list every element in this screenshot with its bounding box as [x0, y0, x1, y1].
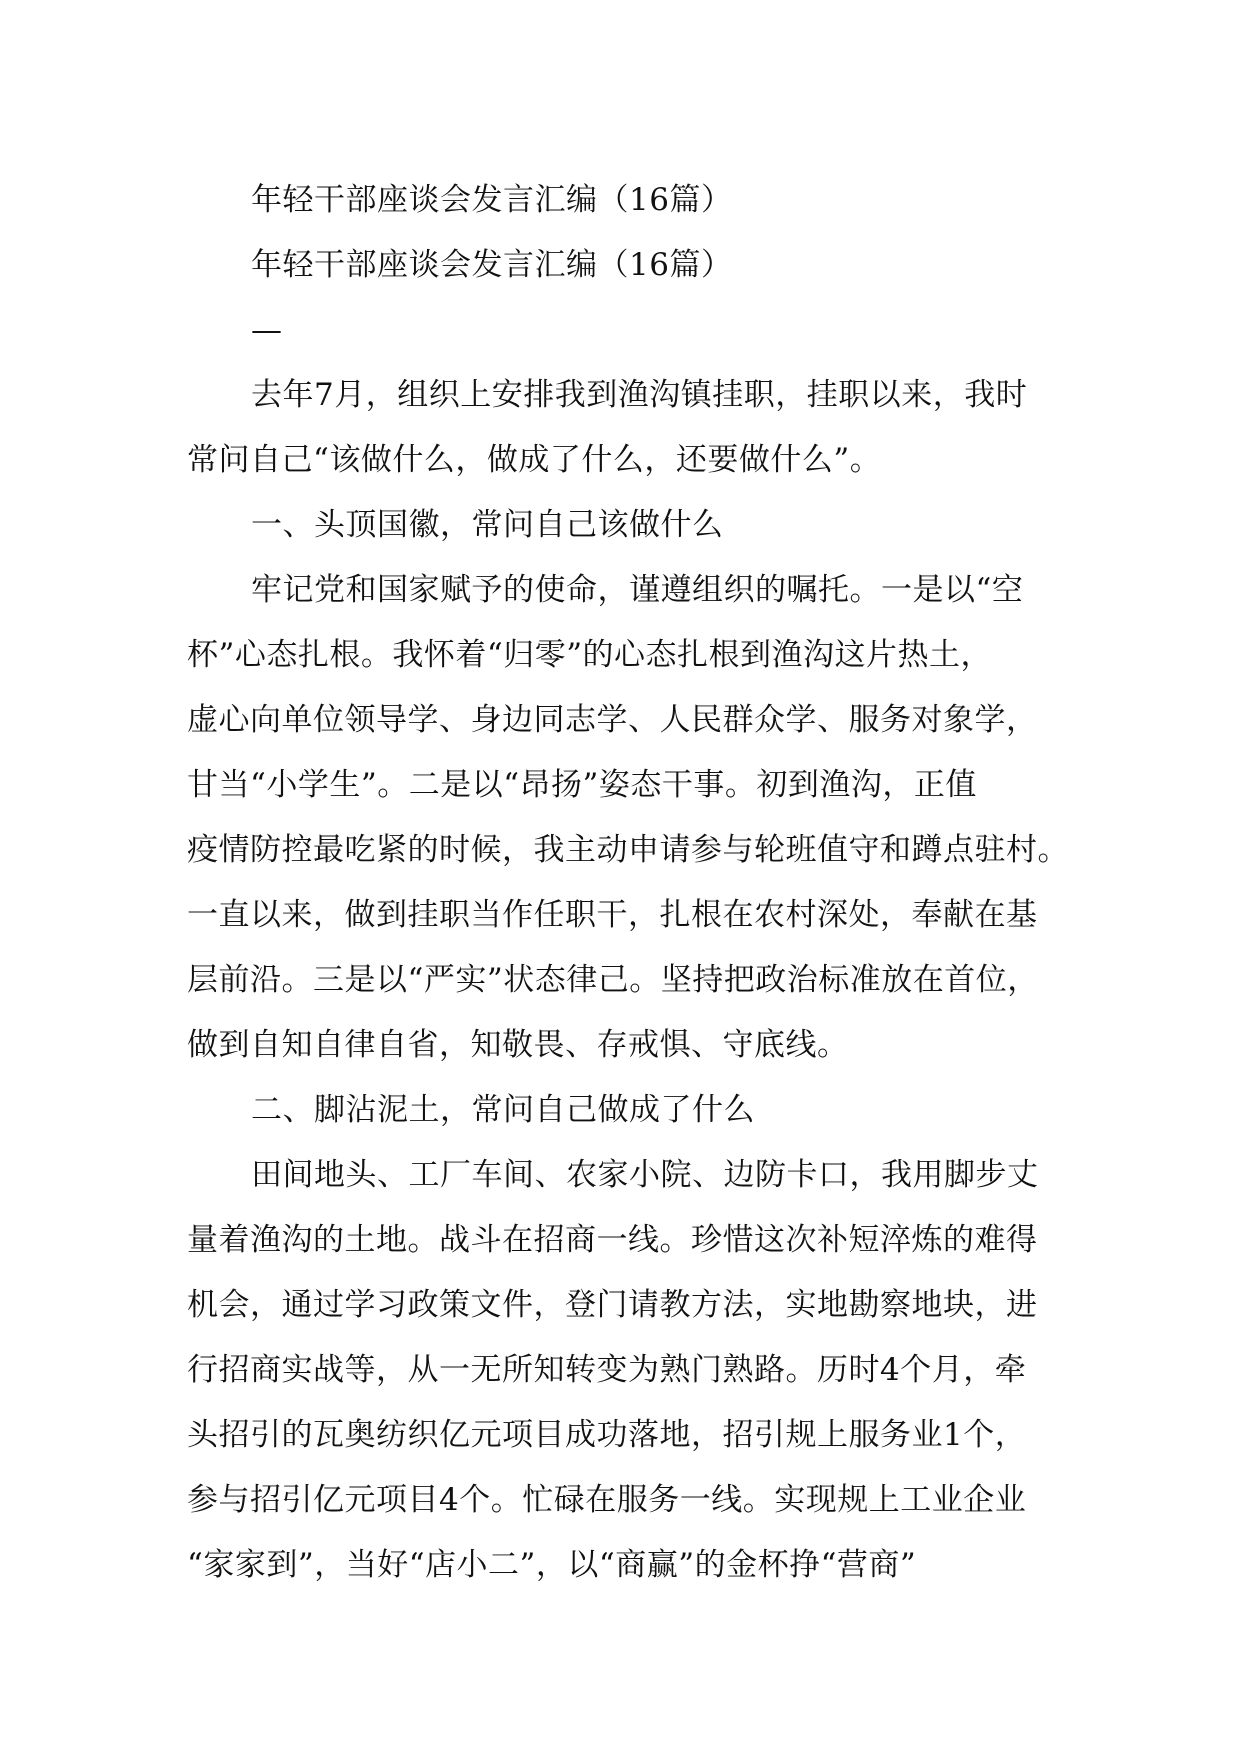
text-line: 量着渔沟的土地。战斗在招商一线。珍惜这次补短淬炼的难得 — [187, 1222, 1038, 1258]
text-line: 行招商实战等，从一无所知转变为熟门熟路。历时4个月，牵 — [187, 1352, 1027, 1388]
text-line: 二、脚沾泥土，常问自己做成了什么 — [251, 1092, 755, 1128]
document-subtitle: 年轻干部座谈会发言汇编（16篇） — [251, 247, 733, 283]
text-line: 牢记党和国家赋予的使命，谨遵组织的嘱托。一是以“空 — [251, 572, 1024, 608]
document-title: 年轻干部座谈会发言汇编（16篇） — [251, 182, 733, 218]
text-line: 机会，通过学习政策文件，登门请教方法，实地勘察地块，进 — [187, 1287, 1038, 1323]
text-line: 常问自己“该做什么，做成了什么，还要做什么”。 — [187, 442, 882, 478]
text-line: 头招引的瓦奥纺织亿元项目成功落地，招引规上服务业1个， — [187, 1417, 1027, 1453]
section-heading-2 — [187, 1078, 1067, 1143]
text-line: 层前沿。三是以“严实”状态律己。坚持把政治标准放在首位， — [187, 962, 1039, 998]
text-line: 参与招引亿元项目4个。忙碌在服务一线。实现规上工业企业 — [187, 1482, 1027, 1518]
text-line: 一、头顶国徽，常问自己该做什么 — [251, 507, 724, 543]
paragraph-mission — [187, 558, 1067, 1078]
paragraph-achievements — [187, 1143, 1067, 1598]
text-line: 甘当“小学生”。二是以“昂扬”姿态干事。初到渔沟，正值 — [187, 767, 977, 803]
text-line: 一直以来，做到挂职当作任职干，扎根在农村深处，奉献在基 — [187, 897, 1038, 933]
text-line: 疫情防控最吃紧的时候，我主动申请参与轮班值守和蹲点驻村。 — [187, 832, 1069, 868]
text-line: “家家到”，当好“店小二”，以“商赢”的金杯挣“营商” — [187, 1547, 917, 1583]
text-line: 去年7月，组织上安排我到渔沟镇挂职，挂职以来，我时 — [251, 377, 1028, 413]
document-body — [187, 168, 1067, 1598]
section-heading-1 — [187, 493, 1067, 558]
text-line: 虚心向单位领导学、身边同志学、人民群众学、服务对象学， — [187, 702, 1038, 738]
text-line: 做到自知自律自省，知敬畏、存戒惧、守底线。 — [187, 1027, 849, 1063]
text-line: 杯”心态扎根。我怀着“归零”的心态扎根到渔沟这片热土， — [187, 637, 993, 673]
text-line: 田间地头、工厂车间、农家小院、边防卡口，我用脚步丈 — [251, 1157, 1039, 1193]
section-dash: — — [251, 312, 283, 348]
paragraph-intro — [187, 363, 1067, 493]
